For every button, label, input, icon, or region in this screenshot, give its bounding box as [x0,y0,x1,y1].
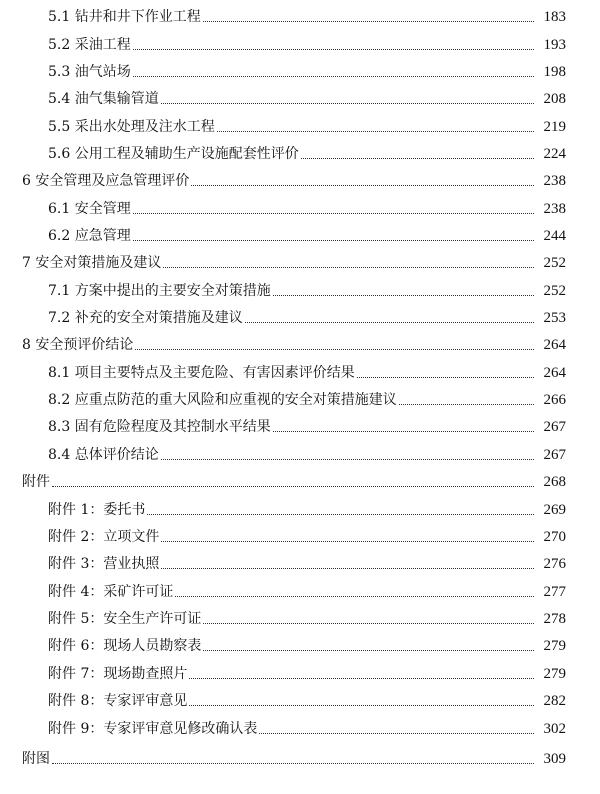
toc-entry-appendix-3[interactable] [0,551,600,573]
toc-entry-title: 附件 8：专家评审意见 [48,693,188,709]
toc-entry-title: 8.2 应重点防范的重大风险和应重视的安全对策措施建议 [48,392,397,408]
dot-leader [217,131,534,132]
toc-entry-appendix-2[interactable] [0,524,600,546]
toc-entry-title: 5.4 油气集输管道 [48,91,159,107]
toc-entry-8-3[interactable] [0,414,600,436]
dot-leader [259,733,534,734]
toc-entry-appendix-5[interactable] [0,606,600,628]
toc-entry-page: 279 [543,666,566,682]
toc-entry-6-2[interactable] [0,223,600,245]
toc-entry-title: 附件 [22,474,50,490]
dot-leader [161,103,534,104]
dot-leader [135,349,534,350]
toc-entry-7-2[interactable] [0,305,600,327]
toc-entry-title: 5.5 采出水处理及注水工程 [48,119,215,135]
dot-leader [133,49,534,50]
toc-entry-title: 8 安全预评价结论 [22,337,134,353]
dot-leader [133,76,534,77]
toc-entry-appendix-1[interactable] [0,497,600,519]
dot-leader [161,541,534,542]
toc-entry-page: 269 [543,502,566,518]
toc-entry-title: 附件 7：现场勘查照片 [48,666,188,682]
dot-leader [399,404,534,405]
dot-leader [147,514,534,515]
toc-entry-page: 244 [543,228,566,244]
toc-entry-page: 208 [543,91,566,107]
toc-entry-page: 224 [543,146,566,162]
toc-entry-6[interactable] [0,168,600,190]
toc-entry-appendix[interactable] [0,469,600,491]
dot-leader [273,431,534,432]
dot-leader [161,568,534,569]
toc-entry-page: 309 [543,751,566,767]
toc-entry-page: 253 [543,310,566,326]
dot-leader [163,267,534,268]
toc-entry-title: 6 安全管理及应急管理评价 [22,173,190,189]
dot-leader [52,763,534,764]
toc-entry-title: 5.3 油气站场 [48,64,131,80]
toc-entry-7[interactable] [0,250,600,272]
dot-leader [273,295,534,296]
toc-entry-appendix-8[interactable] [0,688,600,710]
dot-leader [189,678,534,679]
toc-entry-title: 附图 [22,751,50,767]
dot-leader [357,377,534,378]
toc-entry-title: 附件 1：委托书 [48,502,146,518]
toc-entry-8-1[interactable] [0,360,600,382]
toc-entry-page: 270 [543,529,566,545]
toc-entry-title: 8.1 项目主要特点及主要危险、有害因素评价结果 [48,365,355,381]
toc-entry-title: 8.4 总体评价结论 [48,447,159,463]
toc-entry-title: 附件 6：现场人员勘察表 [48,638,202,654]
dot-leader [191,185,534,186]
toc-entry-5-4[interactable] [0,86,600,108]
toc-entry-page: 277 [543,584,566,600]
dot-leader [203,650,534,651]
toc-entry-page: 266 [543,392,566,408]
toc-entry-page: 267 [543,419,566,435]
toc-entry-page: 193 [543,37,566,53]
toc-entry-8-2[interactable] [0,387,600,409]
toc-entry-title: 附件 3：营业执照 [48,556,160,572]
toc-entry-page: 276 [543,556,566,572]
dot-leader [203,623,534,624]
toc-entry-title: 5.6 公用工程及辅助生产设施配套性评价 [48,146,299,162]
toc-entry-page: 183 [543,9,566,25]
toc-entry-figures[interactable] [0,746,600,768]
toc-entry-5-3[interactable] [0,59,600,81]
toc-entry-6-1[interactable] [0,196,600,218]
toc-entry-appendix-9[interactable] [0,716,600,738]
toc-entry-appendix-7[interactable] [0,661,600,683]
toc-entry-7-1[interactable] [0,278,600,300]
toc-entry-title: 附件 9：专家评审意见修改确认表 [48,721,258,737]
toc-entry-page: 278 [543,611,566,627]
toc-entry-page: 268 [543,474,566,490]
toc-entry-page: 267 [543,447,566,463]
toc-entry-5-5[interactable] [0,114,600,136]
toc-entry-page: 219 [543,119,566,135]
toc-entry-page: 264 [543,337,566,353]
dot-leader [161,459,534,460]
dot-leader [133,213,534,214]
toc-entry-page: 302 [543,721,566,737]
dot-leader [52,486,534,487]
toc-entry-8-4[interactable] [0,442,600,464]
toc-entry-title: 5.2 采油工程 [48,37,131,53]
toc-entry-title: 附件 4：采矿许可证 [48,584,174,600]
toc-entry-title: 6.1 安全管理 [48,201,131,217]
toc-entry-page: 282 [543,693,566,709]
dot-leader [203,21,534,22]
toc-entry-appendix-4[interactable] [0,579,600,601]
toc-entry-title: 6.2 应急管理 [48,228,131,244]
dot-leader [301,158,534,159]
toc-entry-page: 252 [543,283,566,299]
toc-entry-page: 198 [543,64,566,80]
toc-entry-title: 附件 5：安全生产许可证 [48,611,202,627]
toc-entry-title: 7 安全对策措施及建议 [22,255,162,271]
toc-entry-appendix-6[interactable] [0,633,600,655]
toc-entry-title: 附件 2：立项文件 [48,529,160,545]
toc-entry-title: 8.3 固有危险程度及其控制水平结果 [48,419,271,435]
toc-entry-8[interactable] [0,332,600,354]
toc-entry-page: 252 [543,255,566,271]
toc-entry-5-2[interactable] [0,32,600,54]
toc-entry-title: 7.2 补充的安全对策措施及建议 [48,310,243,326]
dot-leader [189,705,534,706]
dot-leader [175,596,534,597]
toc-entry-page: 279 [543,638,566,654]
toc-entry-title: 7.1 方案中提出的主要安全对策措施 [48,283,271,299]
toc-entry-5-1[interactable] [0,4,600,26]
toc-entry-title: 5.1 钻井和井下作业工程 [48,9,201,25]
dot-leader [245,322,534,323]
dot-leader [133,240,534,241]
toc-entry-page: 264 [543,365,566,381]
toc-entry-5-6[interactable] [0,141,600,163]
toc-entry-page: 238 [543,201,566,217]
toc-entry-page: 238 [543,173,566,189]
